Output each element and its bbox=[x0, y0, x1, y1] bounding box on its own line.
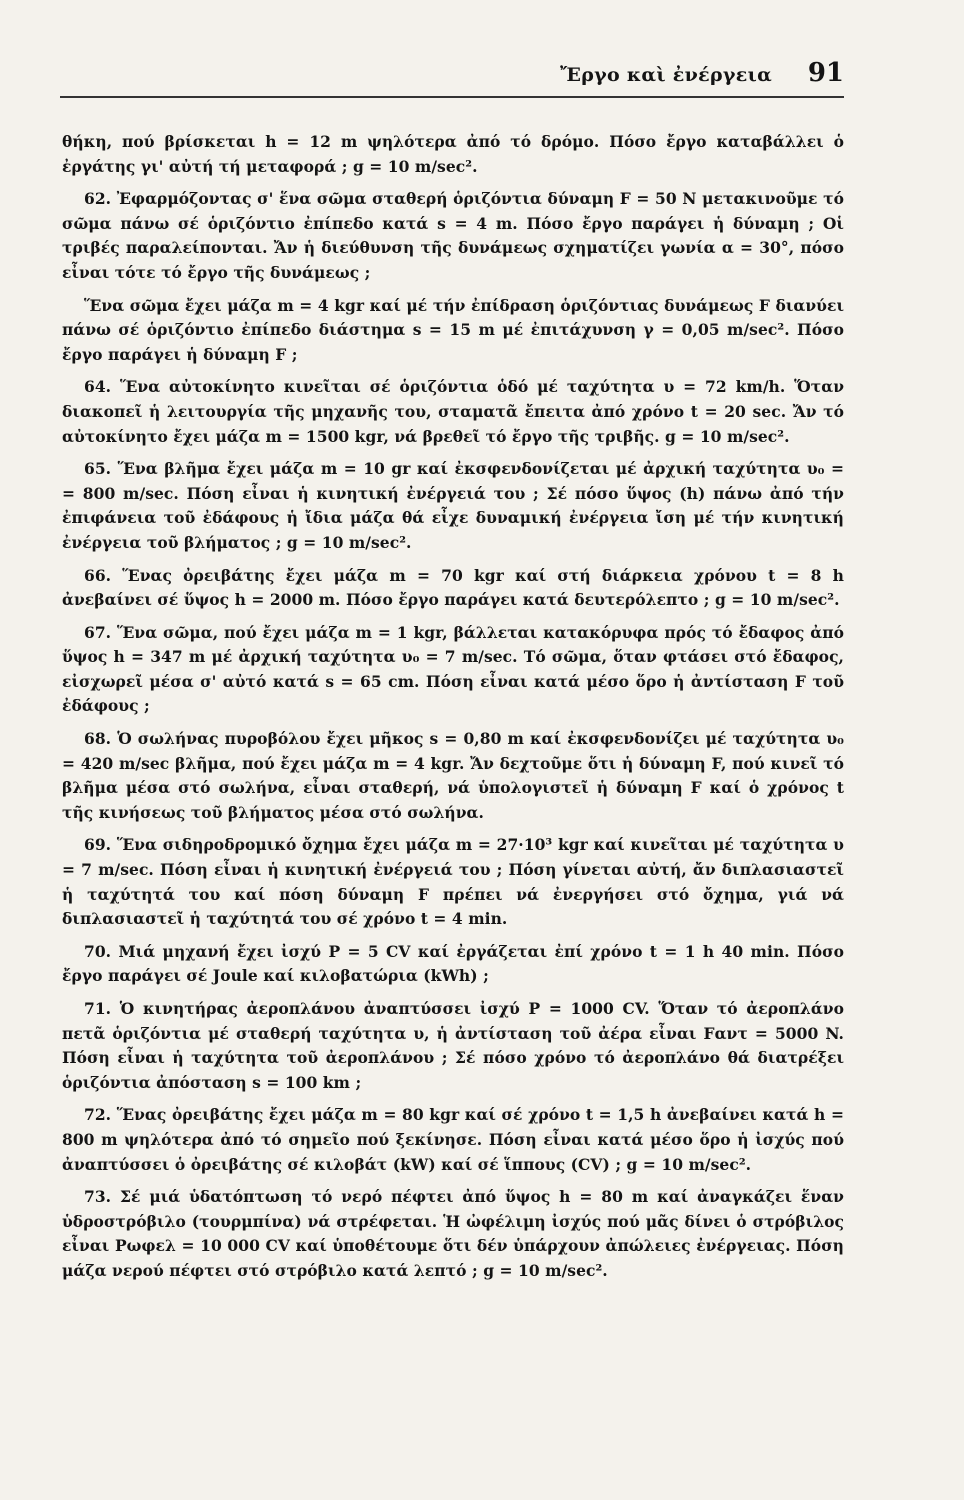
exercise-number: 65. bbox=[84, 459, 112, 479]
paragraph-text: Μιά μηχανή ἔχει ἰσχύ P = 5 CV καί ἐργάζεται ἐπί χρόνο t = 1 h 40 min. Πόσο ἔργο παράγει σέ Joule καί κιλοβατώρια (kWh) ; bbox=[62, 941, 844, 986]
exercise-number: 66. bbox=[84, 565, 112, 585]
exercise-number: 68. bbox=[84, 729, 112, 749]
exercise-68 bbox=[62, 727, 844, 825]
paragraph-text: Ἐφαρμόζοντας σ' ἕνα σῶμα σταθερή ὁριζόντια δύναμη F = 50 N μετακινοῦμε τό σῶμα πάνω σέ ὁριζόντιο ἐπίπεδο κατά s = 4 m. Πόσο ἔργο παράγει ἡ δύναμη ; Οἱ τριβές παραλείπονται. Ἄν ἡ διεύθυνση τῆς δυνάμεως σχηματίζει γωνία α = 30°, πόσο εἶναι τότε τό ἔργο τῆς δυνάμεως ; bbox=[62, 189, 844, 282]
exercise-number: 71. bbox=[84, 999, 112, 1018]
paragraph-text: Ἕνα σῶμα ἔχει μάζα m = 4 kgr καί μέ τήν ἐπίδραση ὁριζόντιας δυνάμεως F διανύει πάνω σέ ὁριζόντιο ἐπίπεδο διάστημα s = 15 m μέ ἐπιτάχυνση γ = 0,05 m/sec². Πόσο ἔργο παράγει ἡ δύναμη F ; bbox=[62, 295, 844, 364]
exercise-continuation bbox=[62, 130, 844, 179]
running-title: Ἔργο καὶ ἐνέργεια bbox=[560, 64, 772, 86]
paragraph-text: Ὁ σωλήνας πυροβόλου ἔχει μῆκος s = 0,80 m καί ἐκσφενδονίζει μέ ταχύτητα υ₀ = 420 m/sec βλῆμα, πού ἔχει μάζα m = 4 kgr. Ἄν δεχτοῦμε ὅτι ἡ δύναμη F, πού κινεῖ τό βλῆμα μέσα στό σωλήνα, εἶναι σταθερή, νά ὑπολογιστεῖ ἡ δύναμη F καί ὁ χρόνος t τῆς κινήσεως τοῦ βλήματος μέσα στό σωλήνα. bbox=[62, 729, 844, 822]
paragraph-text: Ὁ κινητήρας ἀεροπλάνου ἀναπτύσσει ἰσχύ P = 1000 CV. Ὅταν τό ἀεροπλάνο πετᾶ ὁριζόντια μέ σταθερή ταχύτητα υ, ἡ ἀντίσταση τοῦ ἀέρα εἶναι Fαντ = 5000 N. Πόση εἶναι ἡ ταχύτητα τοῦ ἀεροπλάνου ; Σέ πόσο χρόνο τό ἀεροπλάνο θά διατρέξει ὁριζόντια ἀπόσταση s = 100 km ; bbox=[62, 999, 845, 1092]
exercise-number: 72. bbox=[84, 1105, 112, 1125]
exercise-72 bbox=[62, 1103, 844, 1177]
paragraph-text: Ἕνα σῶμα, πού ἔχει μάζα m = 1 kgr, βάλλεται κατακόρυφα πρός τό ἔδαφος ἀπό ὕψος h = 347 m μέ ἀρχική ταχύτητα υ₀ = 7 m/sec. Τό σῶμα, ὅταν φτάσει στό ἔδαφος, εἰσχωρεῖ μέσα σ' αὐτό κατά s = 65 cm. Πόση εἶναι κατά μέσο ὅρο ἡ ἀντίσταση F τοῦ ἐδάφους ; bbox=[62, 622, 844, 716]
exercise-number: 73. bbox=[84, 1187, 112, 1207]
running-header bbox=[60, 50, 844, 98]
exercise-73 bbox=[62, 1185, 844, 1283]
paragraph-text: Ἕνα βλῆμα ἔχει μάζα m = 10 gr καί ἐκσφενδονίζεται μέ ἀρχική ταχύτητα υ₀ = = 800 m/sec. Πόση εἶναι ἡ κινητική ἐνέργειά του ; Σέ πόσο ὕψος (h) πάνω ἀπό τήν ἐπιφάνεια τοῦ ἐδάφους ἡ ἴδια μάζα θά εἶχε δυναμική ἐνέργεια ἴση μέ τήν κινητική ἐνέργεια τοῦ βλήματος ; g = 10 m/sec². bbox=[62, 459, 844, 552]
exercise-70 bbox=[62, 940, 844, 989]
exercise-64 bbox=[62, 375, 844, 449]
exercise-number: 64. bbox=[84, 377, 112, 397]
paragraph-text: Ἕνα αὐτοκίνητο κινεῖται σέ ὁριζόντια ὁδό μέ ταχύτητα υ = 72 km/h. Ὅταν διακοπεῖ ἡ λειτουργία τῆς μηχανῆς του, σταματᾶ ἔπειτα ἀπό χρόνο t = 20 sec. Ἄν τό αὐτοκίνητο ἔχει μάζα m = 1500 kgr, νά βρεθεῖ τό ἔργο τῆς τριβῆς. g = 10 m/sec². bbox=[62, 377, 844, 446]
exercise-66 bbox=[62, 564, 844, 613]
exercise-71 bbox=[62, 997, 844, 1095]
paragraph-text: θήκη, πού βρίσκεται h = 12 m ψηλότερα ἀπό τό δρόμο. Πόσο ἔργο καταβάλλει ὁ ἐργάτης γι' αὐτή τή μεταφορά ; g = 10 m/sec². bbox=[62, 132, 844, 176]
paragraph-text: Ἕνας ὀρειβάτης ἔχει μάζα m = 80 kgr καί σέ χρόνο t = 1,5 h ἀνεβαίνει κατά h = 800 m ψηλότερα ἀπό τό σημεῖο πού ξεκίνησε. Πόση εἶναι κατά μέσο ὅρο ἡ ἰσχύς πού ἀναπτύσσει ὁ ὀρειβάτης σέ κιλοβάτ (kW) καί σέ ἵππους (CV) ; g = 10 m/sec². bbox=[62, 1105, 844, 1174]
exercise-number: 62. bbox=[84, 189, 112, 209]
exercise-number: 67. bbox=[84, 622, 112, 642]
exercise-list bbox=[62, 130, 844, 1292]
exercise-63 bbox=[62, 294, 844, 368]
exercise-65 bbox=[62, 457, 844, 555]
paragraph-text: Σέ μιά ὑδατόπτωση τό νερό πέφτει ἀπό ὕψος h = 80 m καί ἀναγκάζει ἕναν ὑδροστρόβιλο (τουρμπίνα) νά στρέφεται. Ἡ ὠφέλιμη ἰσχύς πού μᾶς δίνει ὁ στρόβιλος εἶναι Pωφελ = 10 000 CV καί ὑποθέτουμε ὅτι δέν ὑπάρχουν ἀπώλειες ἐνέργειας. Πόση μάζα νερού πέφτει στό στρόβιλο κατά λεπτό ; g = 10 m/sec². bbox=[62, 1187, 844, 1280]
paragraph-text: Ἕνα σιδηροδρομικό ὄχημα ἔχει μάζα m = 27·10³ kgr καί κινεῖται μέ ταχύτητα υ = 7 m/sec. Πόση εἶναι ἡ κινητική ἐνέργειά του ; Πόση γίνεται αὐτή, ἄν διπλασιαστεῖ ἡ ταχύτητά του καί πόση δύναμη F πρέπει νά ἐνεργήσει στό ὄχημα, γιά νά διπλασιαστεῖ ἡ ταχύτητά του σέ χρόνο t = 4 min. bbox=[62, 835, 844, 929]
exercise-67 bbox=[62, 621, 844, 719]
exercise-69 bbox=[62, 833, 844, 931]
exercise-62 bbox=[62, 187, 844, 285]
page-number: 91 bbox=[807, 58, 844, 88]
paragraph-text: Ἕνας ὀρειβάτης ἔχει μάζα m = 70 kgr καί στή διάρκεια χρόνου t = 8 h ἀνεβαίνει σέ ὕψος h = 2000 m. Πόσο ἔργο παράγει κατά δευτερόλεπτο ; g = 10 m/sec². bbox=[62, 565, 844, 610]
exercise-number: 70. bbox=[84, 941, 112, 961]
exercise-number: 69. bbox=[84, 835, 112, 855]
